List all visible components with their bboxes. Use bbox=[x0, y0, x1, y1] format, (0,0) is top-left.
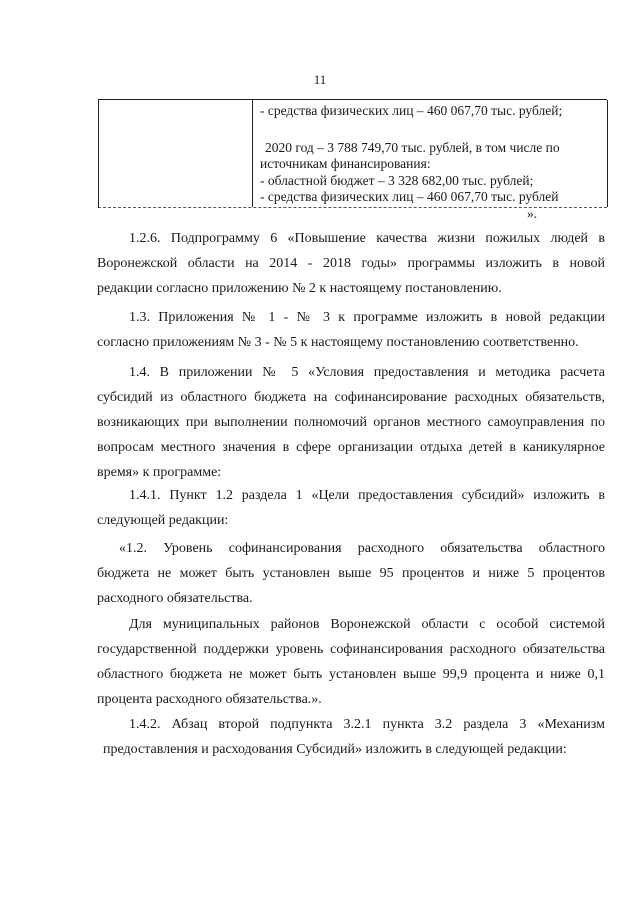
table-cell-line: - средства физических лиц – 460 067,70 тыс. рублей; bbox=[260, 103, 563, 118]
table-right-border bbox=[607, 100, 608, 207]
paragraph-1-4-1 bbox=[97, 483, 605, 533]
text-line: бюджета не может быть установлен выше 95 процентов и ниже 5 процентов bbox=[97, 566, 605, 581]
text-line: Воронежской области на 2014 - 2018 годы» программы изложить в новой bbox=[97, 256, 605, 271]
table-column-divider bbox=[252, 100, 253, 207]
text-line: редакции согласно приложению № 2 к настоящему постановлению. bbox=[97, 281, 502, 296]
text-line: субсидий из областного бюджета на софинансирование расходных обязательств, bbox=[97, 390, 605, 405]
text-line: Для муниципальных районов Воронежской области с особой системой bbox=[129, 617, 605, 632]
text-line: 1.4. В приложении № 5 «Условия предоставления и методика расчета bbox=[129, 365, 605, 380]
closing-quote: ». bbox=[527, 206, 538, 221]
text-line: государственной поддержки уровень софинансирования расходного обязательства bbox=[97, 642, 605, 657]
text-line: «1.2. Уровень софинансирования расходного обязательства областного bbox=[119, 541, 605, 556]
text-line: 1.3. Приложения № 1 - № 3 к программе изложить в новой редакции bbox=[129, 310, 605, 325]
text-line: предоставления и расходования Субсидий» изложить в следующей редакции: bbox=[103, 742, 567, 757]
text-line: областного бюджета не может быть установлен выше 99,9 процента и ниже 0,1 bbox=[97, 667, 605, 682]
text-line: согласно приложениям № 3 - № 5 к настоящему постановлению соответственно. bbox=[97, 335, 579, 350]
table-cell-line: источникам финансирования: bbox=[260, 156, 431, 171]
text-line: 1.2.6. Подпрограмму 6 «Повышение качества жизни пожилых людей в bbox=[129, 231, 605, 246]
text-line: время» к программе: bbox=[97, 465, 222, 480]
quoted-paragraph-1-2 bbox=[97, 536, 605, 611]
paragraph-1-2-6 bbox=[97, 226, 605, 301]
page-number: 11 bbox=[313, 72, 327, 87]
text-line: процента расходного обязательства.». bbox=[97, 692, 322, 707]
paragraph-municipal bbox=[97, 612, 605, 712]
table-cell-line: 2020 год – 3 788 749,70 тыс. рублей, в том числе по bbox=[265, 140, 560, 155]
text-line: расходного обязательства. bbox=[97, 591, 253, 606]
paragraph-1-3 bbox=[97, 305, 605, 355]
paragraph-1-4-2 bbox=[97, 712, 605, 762]
text-line: вопросам местного значения в сфере организации отдыха детей в каникулярное bbox=[97, 440, 605, 455]
paragraph-1-4 bbox=[97, 360, 605, 485]
text-line: возникающих при выполнении полномочий органов местного самоуправления по bbox=[97, 415, 605, 430]
table-cell-line: - областной бюджет – 3 328 682,00 тыс. рублей; bbox=[260, 173, 534, 188]
text-line: следующей редакции: bbox=[97, 513, 229, 528]
table-cell-line: - средства физических лиц – 460 067,70 тыс. рублей bbox=[260, 189, 559, 204]
text-line: 1.4.1. Пункт 1.2 раздела 1 «Цели предоставления субсидий» изложить в bbox=[129, 488, 605, 503]
table-fragment bbox=[98, 99, 607, 208]
text-line: 1.4.2. Абзац второй подпункта 3.2.1 пункта 3.2 раздела 3 «Механизм bbox=[129, 717, 605, 732]
